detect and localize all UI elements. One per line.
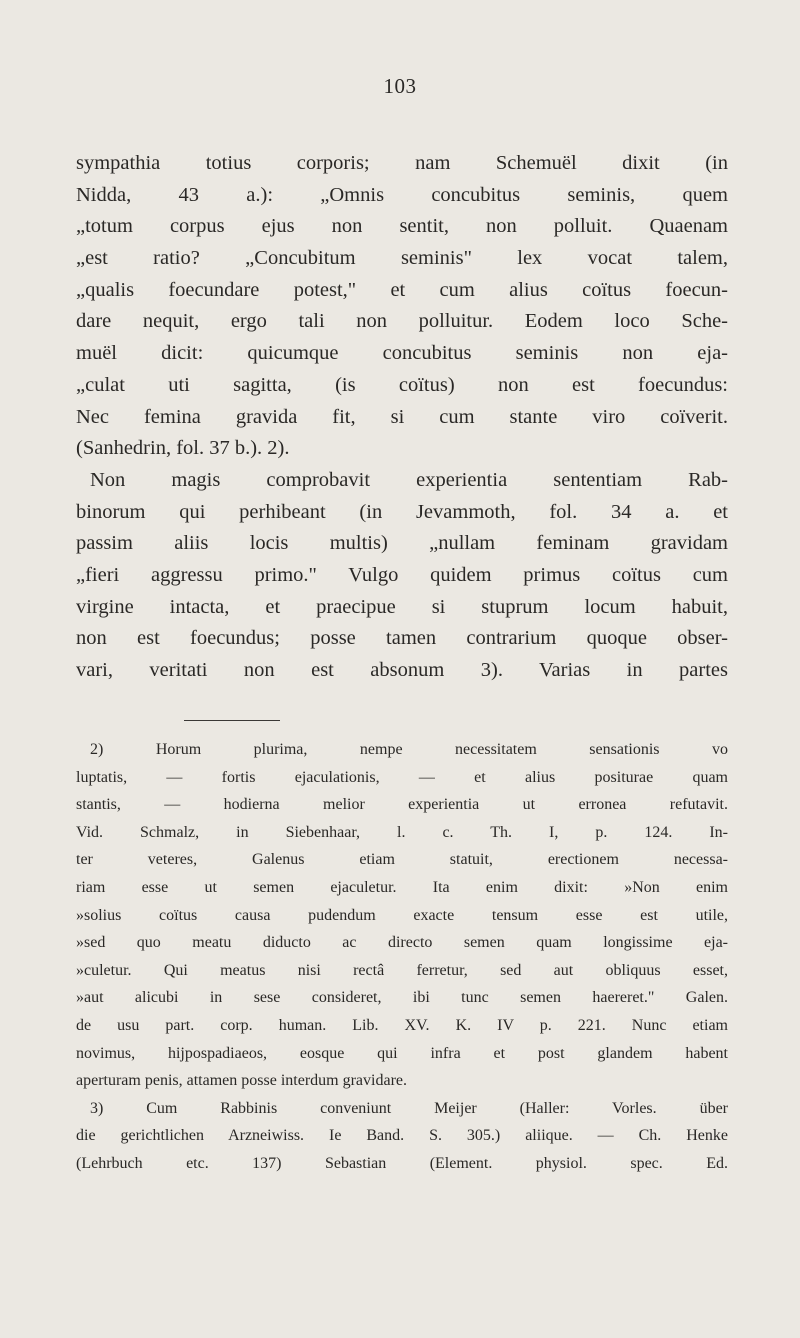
footnote-line: ter veteres, Galenus etiam statuit, erectionem necessa- — [76, 851, 728, 869]
footnote-line: aperturam penis, attamen posse interdum gravidare. — [76, 1072, 407, 1090]
page-number: 103 — [383, 74, 417, 98]
footnotes — [76, 736, 728, 1178]
footnote-line: die gerichtlichen Arzneiwiss. Ie Band. S. 305.) aliique. — Ch. Henke — [76, 1127, 728, 1145]
footnote-line: (Lehrbuch etc. 137) Sebastian (Element. physiol. spec. Ed. — [76, 1154, 728, 1172]
footnote-line: riam esse ut semen ejaculetur. Ita enim dixit: »Non enim — [76, 878, 728, 896]
text-line: „fieri aggressu primo." Vulgo quidem primus coïtus cum — [76, 563, 728, 586]
text-line: muël dicit: quicumque concubitus seminis non eja- — [76, 342, 728, 365]
text-line: sympathia totius corporis; nam Schemuël dixit (in — [76, 152, 728, 174]
footnote-line: Vid. Schmalz, in Siebenhaar, l. c. Th. I, p. 124. In- — [76, 823, 728, 841]
text-line: passim aliis locis multis) „nullam feminam gravidam — [76, 532, 728, 555]
footnote-line: novimus, hijpospadiaeos, eosque qui infra et post glandem habent — [76, 1044, 728, 1062]
text-line: virgine intacta, et praecipue si stuprum locum habuit, — [76, 595, 728, 618]
text-line: „qualis foecundare potest," et cum alius coïtus foecun- — [76, 278, 728, 301]
text-line: Nec femina gravida fit, si cum stante viro coïverit. — [76, 405, 728, 428]
footnote-line: »solius coïtus causa pudendum exacte tensum esse est utile, — [76, 906, 728, 924]
text-line: „culat uti sagitta, (is coïtus) non est foecundus: — [76, 373, 728, 396]
footnote-line: stantis, — hodierna melior experientia ut erronea refutavit. — [76, 796, 728, 814]
text-line: dare nequit, ergo tali non polluitur. Eodem loco Sche- — [76, 310, 728, 333]
footnote-line: luptatis, — fortis ejaculationis, — et alius positurae quam — [76, 768, 728, 786]
footnote-line: 3) Cum Rabbinis conveniunt Meijer (Haller: Vorles. über — [90, 1099, 728, 1117]
text-line: „totum corpus ejus non sentit, non polluit. Quaenam — [76, 215, 728, 238]
text-line: vari, veritati non est absonum 3). Varias in partes — [76, 659, 728, 681]
text-line: Non magis comprobavit experientia sententiam Rab- — [90, 468, 728, 491]
footnote-line: »aut alicubi in sese consideret, ibi tunc semen haereret." Galen. — [76, 989, 728, 1007]
text-line: non est foecundus; posse tamen contrarium quoque obser- — [76, 627, 728, 650]
footnote-line: »culetur. Qui meatus nisi rectâ ferretur, sed aut obliquus esset, — [76, 961, 728, 979]
footnote-line: 2) Horum plurima, nempe necessitatem sensationis vo — [90, 741, 728, 758]
text-line: binorum qui perhibeant (in Jevammoth, fol. 34 a. et — [76, 500, 728, 523]
footnote-divider — [184, 720, 280, 721]
main-text — [76, 148, 728, 687]
footnote-line: de usu part. corp. human. Lib. XV. K. IV p. 221. Nunc etiam — [76, 1016, 728, 1034]
text-line: Nidda, 43 a.): „Omnis concubitus seminis, quem — [76, 183, 728, 206]
footnote-line: »sed quo meatu diducto ac directo semen quam longissime eja- — [76, 934, 728, 952]
text-line: „est ratio? „Concubitum seminis" lex vocat talem, — [76, 247, 728, 270]
text-line: (Sanhedrin, fol. 37 b.). 2). — [76, 437, 290, 460]
